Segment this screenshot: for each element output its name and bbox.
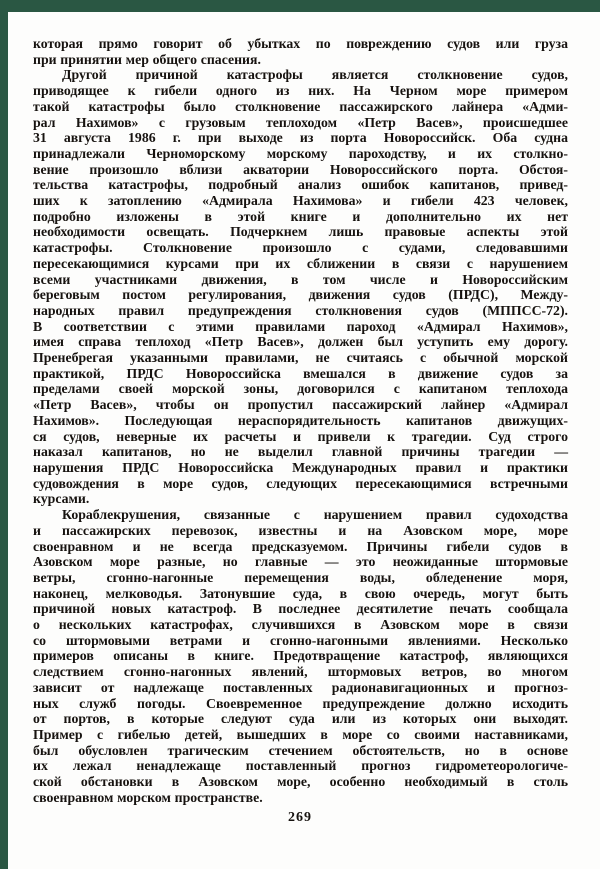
text-line: со штормовыми ветрами и сгонно-нагонными явлениями. Несколько bbox=[33, 632, 568, 648]
text-line: всеми участниками движения, в том числе и Новороссийским bbox=[33, 271, 568, 287]
text-line: подробно изложены в этой книге и дополнительно их нет bbox=[33, 208, 568, 224]
text-line: о нескольких катастрофах, случившихся в Азовском море в связи bbox=[33, 617, 568, 633]
text-line: Пример с гибелью детей, вышедших в море со своими наставниками, bbox=[33, 726, 568, 742]
text-line: ветры, сгонно-нагонные перемещения воды, обледенение моря, bbox=[33, 569, 568, 585]
text-line: пересекающимися курсами при их сближении в связи с нарушением bbox=[33, 255, 568, 271]
text-line: пределами своей морской зоны, договорился с капитаном теплохода bbox=[33, 381, 568, 397]
text-line: ших к затоплению «Адмирала Нахимова» и гибели 423 человек, bbox=[33, 193, 568, 209]
text-line: наказал капитанов, но не выделил главной причины трагедии — bbox=[33, 444, 568, 460]
text-line: их лежал ненадлежаще поставленный прогноз гидрометеорологиче- bbox=[33, 758, 568, 774]
text-line: необходимости освещать. Подчеркнем лишь правовые аспекты этой bbox=[33, 224, 568, 240]
text-line: от портов, в которые следуют суда или из которых они выходят. bbox=[33, 711, 568, 727]
text-line: народных правил предупреждения столкновения судов (МППСС-72). bbox=[33, 302, 568, 318]
text-line: наконец, мелководья. Затонувшие суда, в свою очередь, могут быть bbox=[33, 585, 568, 601]
text-line: практикой, ПРДС Новороссийска вмешался в движение судов за bbox=[33, 365, 568, 381]
text-line: ся судов, неверные их расчеты и привели к трагедии. Суд строго bbox=[33, 428, 568, 444]
text-line: тельства катастрофы, подробный анализ ошибок капитанов, привед- bbox=[33, 177, 568, 193]
text-line: рал Нахимов» с грузовым теплоходом «Петр Васев», происшедшее bbox=[33, 114, 568, 130]
text-line: которая прямо говорит об убытках по повреждению судов или груза bbox=[33, 36, 568, 51]
text-line: судовождения в море судов, следующих пересекающимися встречными bbox=[33, 475, 568, 491]
text-line: своенравном морском пространстве. bbox=[33, 789, 263, 805]
text-line: причиной новых катастроф. В последнее десятилетие печать сообщала bbox=[33, 601, 568, 617]
text-line: курсами. bbox=[33, 491, 90, 507]
text-line: зависит от надлежаще поставленных радионавигационных и прогноз- bbox=[33, 679, 568, 695]
scan-edge-top bbox=[0, 0, 600, 12]
text-line: следствием сгонно-нагонных явлений, штормовых ветров, во многом bbox=[33, 664, 568, 680]
text-line: Другой причиной катастрофы является столкновение судов, bbox=[62, 67, 568, 83]
text-line: береговым постом регулирования, движения судов (ПРДС), Между- bbox=[33, 287, 568, 303]
text-line: своенравном и не всегда предсказуемом. Причины гибели судов в bbox=[33, 538, 568, 554]
text-line: ных служб погоды. Своевременное предупреждение должно исходить bbox=[33, 695, 568, 711]
text-line: В соответствии с этими правилами пароход «Адмирал Нахимов», bbox=[33, 318, 568, 334]
text-line: был обусловлен трагическим стечением обстоятельств, но в основе bbox=[33, 742, 568, 758]
text-line: Азовском море разные, но главные — это неожиданные штормовые bbox=[33, 554, 568, 570]
text-line: «Петр Васев», чтобы он пропустил пассажирский лайнер «Адмирал bbox=[33, 397, 568, 413]
scan-edge-left bbox=[0, 0, 8, 869]
text-line: нарушения ПРДС Новороссийска Международных правил и практики bbox=[33, 459, 568, 475]
text-line: при принятии мер общего спасения. bbox=[33, 51, 261, 67]
text-line: имея справа теплоход «Петр Васев», должен был уступить ему дорогу. bbox=[33, 334, 568, 350]
text-line: катастрофы. Столкновение произошло с судами, следовавшими bbox=[33, 240, 568, 256]
page-number: 269 bbox=[288, 810, 312, 825]
text-line: такой катастрофы было столкновение пассажирского лайнера «Адми- bbox=[33, 98, 568, 114]
text-line: примеров описаны в книге. Предотвращение катастроф, являющихся bbox=[33, 648, 568, 664]
text-line: приводящее к гибели одного из них. На Черном море примером bbox=[33, 83, 568, 99]
text-line: вение произошло вблизи акватории Новороссийского порта. Обстоя- bbox=[33, 161, 568, 177]
text-line: Пренебрегая указанными правилами, не считаясь с обычной морской bbox=[33, 350, 568, 366]
text-line: принадлежали Черноморскому морскому пароходству, и их столкно- bbox=[33, 145, 568, 161]
text-line: ской обстановки в Азовском море, особенно необходимый в столь bbox=[33, 774, 568, 790]
text-block bbox=[33, 36, 568, 805]
text-line: Нахимов». Последующая нераспорядительность капитанов движущих- bbox=[33, 412, 568, 428]
text-line: Кораблекрушения, связанные с нарушением правил судоходства bbox=[62, 507, 568, 523]
text-line: и пассажирских перевозок, известны и на Азовском море, море bbox=[33, 522, 568, 538]
text-line: 31 августа 1986 г. при выходе из порта Новороссийск. Оба судна bbox=[33, 130, 568, 146]
